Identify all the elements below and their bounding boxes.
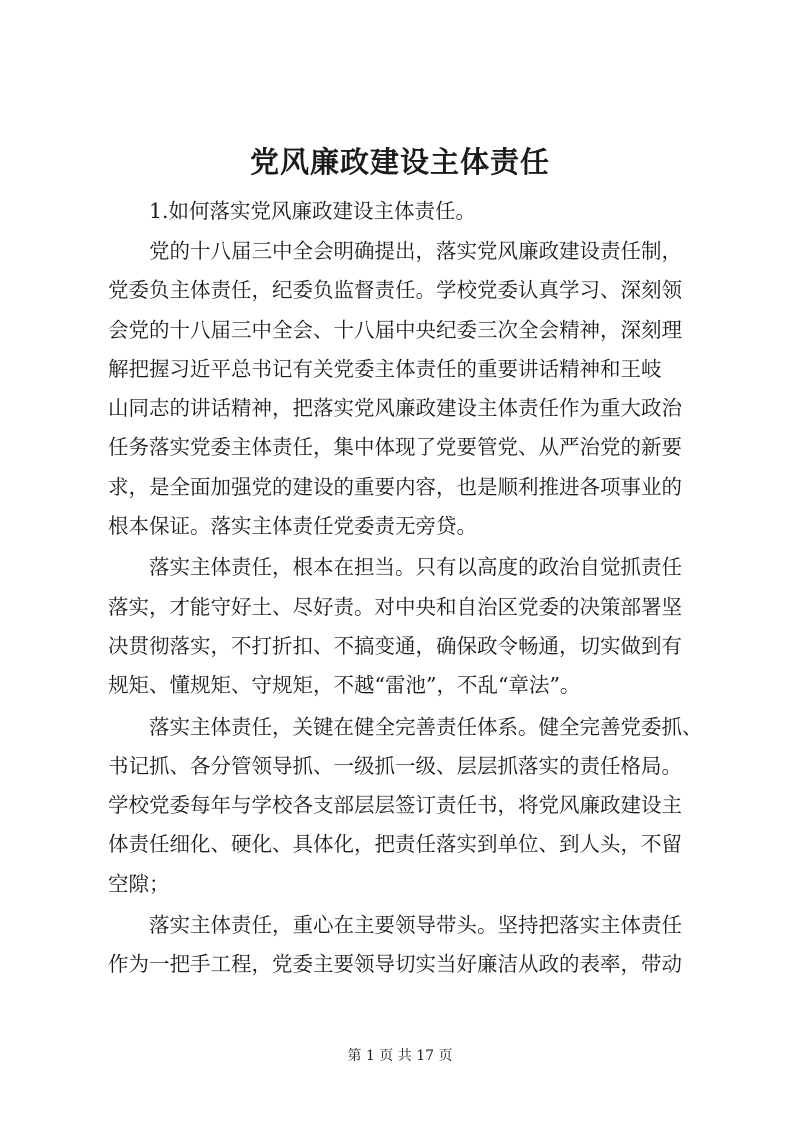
paragraph-1: 党的十八届三中全会明确提出，落实党风廉政建设责任制， 党委负主体责任，纪委负监督责任。学校党委认真学习、深刻领 会党的十八届三中全会、十八届中央纪委三次全会精神，深刻理 解把握习近平总书记有关党委主体责任的重要讲话精神和王岐 山同志的讲话精神，把落实党风廉政建设主体责任作为重大政治 任务落实党委主体责任，集中体现了党要管党、从严治党的新要 求，是全面加强党的建设的重要内容，也是顺利推进各项事业的 根本保证。落实主体责任党委责无旁贷。 [108, 239, 682, 539]
paragraph-2: 落实主体责任，根本在担当。只有以高度的政治自觉抓责任 落实，才能守好土、尽好责。对中央和自治区党委的决策部署坚 决贯彻落实，不打折扣、不搞变通，确保政令畅通，切实做到有 规矩、懂规矩、守规矩，不越“雷池”，不乱“章法”。 [108, 555, 682, 698]
document-title: 党风廉政建设主体责任 [249, 145, 550, 179]
paragraph-4: 落实主体责任，重心在主要领导带头。坚持把落实主体责任 作为一把手工程，党委主要领导切实当好廉洁从政的表率，带动 [108, 913, 682, 977]
page-number-footer: 第 1 页 共 17 页 [347, 1048, 453, 1064]
paragraph-3: 落实主体责任，关键在健全完善责任体系。健全完善党委抓、 书记抓、各分管领导抓、一级抓一级、层层抓落实的责任格局。 学校党委每年与学校各支部层层签订责任书，将党风廉政建设主 体责任细化、硬化、具体化，把责任落实到单位、到人头，不留 空隙； [108, 714, 703, 896]
document-body [108, 192, 704, 985]
question-heading: 1.如何落实党风廉政建设主体责任。 [149, 199, 477, 223]
